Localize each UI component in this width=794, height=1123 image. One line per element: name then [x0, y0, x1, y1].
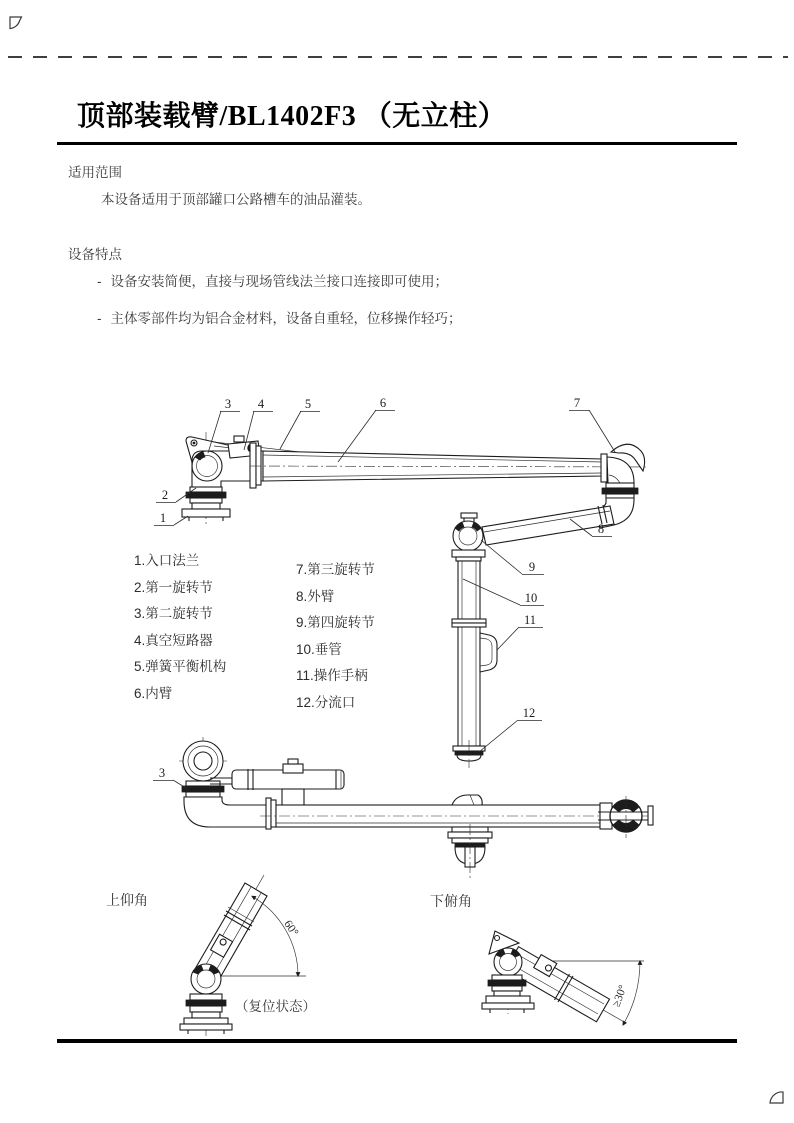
callout-5: 5 — [304, 397, 312, 411]
callout-1: 1 — [159, 511, 167, 525]
callout-8: 8 — [597, 522, 605, 536]
main-view — [154, 396, 648, 768]
elevation-down-view — [482, 931, 644, 1025]
part-item: 12.分流口 — [296, 694, 356, 710]
part-item: 10.垂管 — [296, 641, 342, 657]
callout-9: 9 — [528, 560, 536, 574]
callout-4: 4 — [257, 397, 265, 411]
bullet-dash: - — [97, 274, 102, 289]
plan-view — [153, 737, 654, 878]
down-angle-value: ≥30° — [610, 983, 630, 1009]
part-item: 1.入口法兰 — [134, 553, 200, 568]
corner-mark-bottom-right-icon — [768, 1088, 785, 1105]
bullet-dash: - — [97, 311, 102, 326]
callout-2: 2 — [161, 488, 169, 502]
features-heading: 设备特点 — [68, 247, 122, 262]
callout-3-plan: 3 — [158, 766, 166, 780]
scope-body: 本设备适用于顶部罐口公路槽车的油品灌装。 — [101, 192, 371, 207]
feature-text: 设备安装简便，直接与现场管线法兰接口连接即可使用； — [110, 274, 448, 289]
reset-state-note: （复位状态） — [235, 999, 316, 1014]
parts-list-right — [296, 557, 375, 717]
footer-rule — [57, 1039, 737, 1043]
scope-heading: 适用范围 — [68, 165, 122, 180]
callout-10: 10 — [524, 591, 538, 605]
feature-text: 主体零部件均为铝合金材料，设备自重轻，位移操作轻巧； — [110, 311, 462, 326]
part-item: 4.真空短路器 — [134, 632, 213, 648]
part-item: 9.第四旋转节 — [296, 615, 375, 631]
up-elevation-label: 上仰角 — [106, 892, 148, 908]
part-item: 5.弹簧平衡机构 — [134, 659, 227, 675]
parts-list-left — [134, 548, 226, 708]
part-item: 11.操作手柄 — [296, 668, 368, 684]
up-angle-value: 60° — [281, 918, 301, 939]
part-item: 6.内臂 — [134, 685, 173, 701]
callout-3: 3 — [224, 397, 232, 411]
part-item: 7.第三旋转节 — [296, 562, 375, 577]
page-title: 顶部装载臂/BL1402F3 （无立柱） — [77, 101, 507, 132]
part-item: 2.第一旋转节 — [134, 579, 213, 595]
callout-11: 11 — [523, 613, 537, 627]
part-item: 3.第二旋转节 — [134, 606, 213, 622]
down-elevation-label: 下俯角 — [430, 893, 472, 909]
callout-12: 12 — [522, 706, 536, 720]
callout-7: 7 — [573, 396, 581, 410]
part-item: 8.外臂 — [296, 588, 335, 604]
callout-6: 6 — [379, 396, 387, 410]
